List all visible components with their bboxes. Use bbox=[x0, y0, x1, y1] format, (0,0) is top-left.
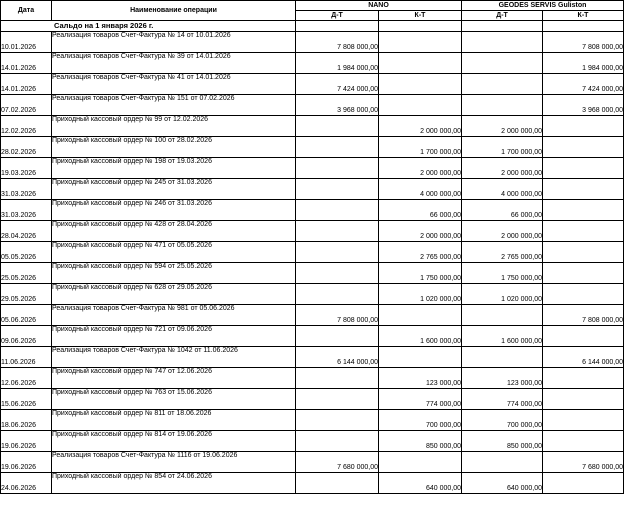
table-row bbox=[1, 137, 624, 158]
cell-operation: Реализация товаров Счет-Фактура № 151 от 07.02.2026 bbox=[52, 95, 296, 116]
table-row bbox=[1, 452, 624, 473]
cell-party1-credit: 774 000,00 bbox=[379, 389, 462, 410]
cell-party1-debit bbox=[296, 410, 379, 431]
cell-party1-credit: 2 000 000,00 bbox=[379, 158, 462, 179]
saldo-label: Сальдо на 1 января 2026 г. bbox=[1, 21, 296, 32]
cell-party2-debit: 640 000,00 bbox=[462, 473, 543, 494]
cell-party1-credit: 1 020 000,00 bbox=[379, 284, 462, 305]
saldo-party2-credit bbox=[543, 21, 624, 32]
cell-party1-credit bbox=[379, 32, 462, 53]
cell-party1-credit bbox=[379, 452, 462, 473]
table-row bbox=[1, 347, 624, 368]
cell-party1-credit bbox=[379, 74, 462, 95]
cell-party1-debit bbox=[296, 116, 379, 137]
cell-date: 12.02.2026 bbox=[1, 116, 52, 137]
cell-party1-debit bbox=[296, 242, 379, 263]
cell-party2-debit bbox=[462, 95, 543, 116]
cell-party1-debit bbox=[296, 389, 379, 410]
cell-date: 05.06.2026 bbox=[1, 305, 52, 326]
cell-party2-credit: 7 424 000,00 bbox=[543, 74, 624, 95]
cell-party2-credit: 7 808 000,00 bbox=[543, 32, 624, 53]
cell-operation: Приходный кассовый ордер № 246 от 31.03.2026 bbox=[52, 200, 296, 221]
cell-party2-credit bbox=[543, 326, 624, 347]
cell-party2-debit: 1 700 000,00 bbox=[462, 137, 543, 158]
cell-party1-debit bbox=[296, 158, 379, 179]
cell-operation: Реализация товаров Счет-Фактура № 39 от 14.01.2026 bbox=[52, 53, 296, 74]
cell-party2-credit bbox=[543, 221, 624, 242]
cell-date: 19.06.2026 bbox=[1, 431, 52, 452]
saldo-party2-debit bbox=[462, 21, 543, 32]
cell-date: 25.05.2026 bbox=[1, 263, 52, 284]
table-row bbox=[1, 473, 624, 494]
cell-party2-credit bbox=[543, 431, 624, 452]
cell-party2-credit bbox=[543, 158, 624, 179]
cell-date: 31.03.2026 bbox=[1, 200, 52, 221]
cell-party2-debit: 4 000 000,00 bbox=[462, 179, 543, 200]
operation-column-header: Наименование операции bbox=[52, 1, 296, 21]
party2-debit-header: Д-Т bbox=[462, 11, 543, 21]
cell-party1-credit: 700 000,00 bbox=[379, 410, 462, 431]
party1-header: NANO bbox=[296, 1, 462, 11]
cell-party2-credit bbox=[543, 473, 624, 494]
cell-party1-debit bbox=[296, 284, 379, 305]
cell-party1-debit bbox=[296, 368, 379, 389]
cell-party1-debit bbox=[296, 473, 379, 494]
cell-party2-debit bbox=[462, 452, 543, 473]
cell-operation: Приходный кассовый ордер № 854 от 24.06.2026 bbox=[52, 473, 296, 494]
cell-party1-debit: 7 808 000,00 bbox=[296, 32, 379, 53]
cell-party1-credit: 1 600 000,00 bbox=[379, 326, 462, 347]
cell-party2-debit: 2 000 000,00 bbox=[462, 221, 543, 242]
cell-date: 14.01.2026 bbox=[1, 74, 52, 95]
cell-operation: Реализация товаров Счет-Фактура № 981 от 05.06.2026 bbox=[52, 305, 296, 326]
cell-date: 11.06.2026 bbox=[1, 347, 52, 368]
cell-date: 28.04.2026 bbox=[1, 221, 52, 242]
cell-party1-credit bbox=[379, 305, 462, 326]
cell-party1-debit: 6 144 000,00 bbox=[296, 347, 379, 368]
cell-party1-debit bbox=[296, 326, 379, 347]
table-row bbox=[1, 179, 624, 200]
cell-party1-credit bbox=[379, 95, 462, 116]
cell-party1-debit bbox=[296, 137, 379, 158]
date-column-header: Дата bbox=[1, 1, 52, 21]
cell-party2-debit: 1 600 000,00 bbox=[462, 326, 543, 347]
cell-party1-debit bbox=[296, 179, 379, 200]
cell-party1-credit: 123 000,00 bbox=[379, 368, 462, 389]
table-row bbox=[1, 326, 624, 347]
cell-party1-credit: 1 750 000,00 bbox=[379, 263, 462, 284]
cell-operation: Реализация товаров Счет-Фактура № 14 от 10.01.2026 bbox=[52, 32, 296, 53]
cell-party1-credit: 66 000,00 bbox=[379, 200, 462, 221]
table-row bbox=[1, 389, 624, 410]
saldo-party1-credit bbox=[379, 21, 462, 32]
table-row bbox=[1, 242, 624, 263]
table-row bbox=[1, 158, 624, 179]
cell-party1-credit: 2 000 000,00 bbox=[379, 116, 462, 137]
table-row bbox=[1, 200, 624, 221]
cell-party1-debit: 7 680 000,00 bbox=[296, 452, 379, 473]
cell-date: 09.06.2026 bbox=[1, 326, 52, 347]
cell-party2-debit: 2 765 000,00 bbox=[462, 242, 543, 263]
cell-operation: Приходный кассовый ордер № 747 от 12.06.2026 bbox=[52, 368, 296, 389]
header-row-1 bbox=[1, 1, 624, 11]
cell-party1-debit: 7 808 000,00 bbox=[296, 305, 379, 326]
cell-party2-credit: 1 984 000,00 bbox=[543, 53, 624, 74]
cell-operation: Приходный кассовый ордер № 628 от 29.05.2026 bbox=[52, 284, 296, 305]
cell-party2-credit: 7 808 000,00 bbox=[543, 305, 624, 326]
cell-party2-credit bbox=[543, 389, 624, 410]
cell-party2-debit: 700 000,00 bbox=[462, 410, 543, 431]
table-row bbox=[1, 74, 624, 95]
cell-date: 24.06.2026 bbox=[1, 473, 52, 494]
cell-party2-credit: 6 144 000,00 bbox=[543, 347, 624, 368]
cell-date: 18.06.2026 bbox=[1, 410, 52, 431]
cell-party2-debit: 2 000 000,00 bbox=[462, 158, 543, 179]
cell-date: 12.06.2026 bbox=[1, 368, 52, 389]
cell-party2-debit bbox=[462, 347, 543, 368]
cell-operation: Приходный кассовый ордер № 471 от 05.05.2026 bbox=[52, 242, 296, 263]
cell-date: 19.06.2026 bbox=[1, 452, 52, 473]
cell-party1-credit bbox=[379, 53, 462, 74]
party1-debit-header: Д-Т bbox=[296, 11, 379, 21]
cell-party2-credit bbox=[543, 410, 624, 431]
table-row bbox=[1, 368, 624, 389]
cell-party2-credit: 7 680 000,00 bbox=[543, 452, 624, 473]
cell-party2-debit bbox=[462, 53, 543, 74]
cell-operation: Приходный кассовый ордер № 428 от 28.04.2026 bbox=[52, 221, 296, 242]
cell-party2-debit: 1 750 000,00 bbox=[462, 263, 543, 284]
table-row bbox=[1, 32, 624, 53]
cell-party2-credit bbox=[543, 284, 624, 305]
cell-party2-credit bbox=[543, 263, 624, 284]
cell-party2-debit: 850 000,00 bbox=[462, 431, 543, 452]
table-row bbox=[1, 95, 624, 116]
cell-date: 05.05.2026 bbox=[1, 242, 52, 263]
cell-party1-debit: 3 968 000,00 bbox=[296, 95, 379, 116]
cell-date: 14.01.2026 bbox=[1, 53, 52, 74]
cell-operation: Реализация товаров Счет-Фактура № 41 от 14.01.2026 bbox=[52, 74, 296, 95]
cell-party1-credit: 2 000 000,00 bbox=[379, 221, 462, 242]
cell-party1-debit bbox=[296, 200, 379, 221]
table-row bbox=[1, 284, 624, 305]
table-row bbox=[1, 263, 624, 284]
table-row bbox=[1, 305, 624, 326]
cell-party1-debit bbox=[296, 221, 379, 242]
table-row bbox=[1, 431, 624, 452]
party1-credit-header: К-Т bbox=[379, 11, 462, 21]
cell-party1-debit bbox=[296, 263, 379, 284]
cell-party2-debit bbox=[462, 32, 543, 53]
cell-date: 19.03.2026 bbox=[1, 158, 52, 179]
cell-party2-debit bbox=[462, 74, 543, 95]
cell-party1-credit bbox=[379, 347, 462, 368]
cell-party1-credit: 640 000,00 bbox=[379, 473, 462, 494]
cell-operation: Приходный кассовый ордер № 721 от 09.06.2026 bbox=[52, 326, 296, 347]
cell-party1-credit: 1 700 000,00 bbox=[379, 137, 462, 158]
saldo-party1-debit bbox=[296, 21, 379, 32]
cell-party2-credit bbox=[543, 179, 624, 200]
party2-credit-header: К-Т bbox=[543, 11, 624, 21]
cell-party2-debit: 1 020 000,00 bbox=[462, 284, 543, 305]
cell-operation: Приходный кассовый ордер № 811 от 18.06.2026 bbox=[52, 410, 296, 431]
cell-date: 28.02.2026 bbox=[1, 137, 52, 158]
cell-party1-debit: 1 984 000,00 bbox=[296, 53, 379, 74]
cell-party2-debit bbox=[462, 305, 543, 326]
cell-operation: Приходный кассовый ордер № 99 от 12.02.2026 bbox=[52, 116, 296, 137]
cell-party1-credit: 850 000,00 bbox=[379, 431, 462, 452]
cell-party2-credit bbox=[543, 242, 624, 263]
cell-date: 31.03.2026 bbox=[1, 179, 52, 200]
cell-operation: Приходный кассовый ордер № 100 от 28.02.2026 bbox=[52, 137, 296, 158]
party2-header: GEODES SERVIS Guliston bbox=[462, 1, 624, 11]
table-row bbox=[1, 221, 624, 242]
cell-operation: Реализация товаров Счет-Фактура № 1042 от 11.06.2026 bbox=[52, 347, 296, 368]
cell-party2-debit: 2 000 000,00 bbox=[462, 116, 543, 137]
cell-operation: Приходный кассовый ордер № 594 от 25.05.2026 bbox=[52, 263, 296, 284]
table-row bbox=[1, 410, 624, 431]
saldo-row bbox=[1, 21, 624, 32]
cell-operation: Приходный кассовый ордер № 763 от 15.06.2026 bbox=[52, 389, 296, 410]
cell-party2-debit: 123 000,00 bbox=[462, 368, 543, 389]
cell-party2-credit bbox=[543, 137, 624, 158]
cell-date: 15.06.2026 bbox=[1, 389, 52, 410]
cell-operation: Приходный кассовый ордер № 198 от 19.03.2026 bbox=[52, 158, 296, 179]
cell-operation: Реализация товаров Счет-Фактура № 1116 от 19.06.2026 bbox=[52, 452, 296, 473]
cell-party2-debit: 66 000,00 bbox=[462, 200, 543, 221]
table-row bbox=[1, 53, 624, 74]
cell-party2-debit: 774 000,00 bbox=[462, 389, 543, 410]
cell-operation: Приходный кассовый ордер № 814 от 19.06.2026 bbox=[52, 431, 296, 452]
cell-date: 10.01.2026 bbox=[1, 32, 52, 53]
cell-party2-credit bbox=[543, 368, 624, 389]
cell-party2-credit bbox=[543, 116, 624, 137]
cell-party1-credit: 4 000 000,00 bbox=[379, 179, 462, 200]
cell-date: 07.02.2026 bbox=[1, 95, 52, 116]
cell-party2-credit: 3 968 000,00 bbox=[543, 95, 624, 116]
cell-party2-credit bbox=[543, 200, 624, 221]
table-row bbox=[1, 116, 624, 137]
cell-date: 29.05.2026 bbox=[1, 284, 52, 305]
cell-party1-debit bbox=[296, 431, 379, 452]
cell-party1-debit: 7 424 000,00 bbox=[296, 74, 379, 95]
cell-operation: Приходный кассовый ордер № 245 от 31.03.2026 bbox=[52, 179, 296, 200]
cell-party1-credit: 2 765 000,00 bbox=[379, 242, 462, 263]
